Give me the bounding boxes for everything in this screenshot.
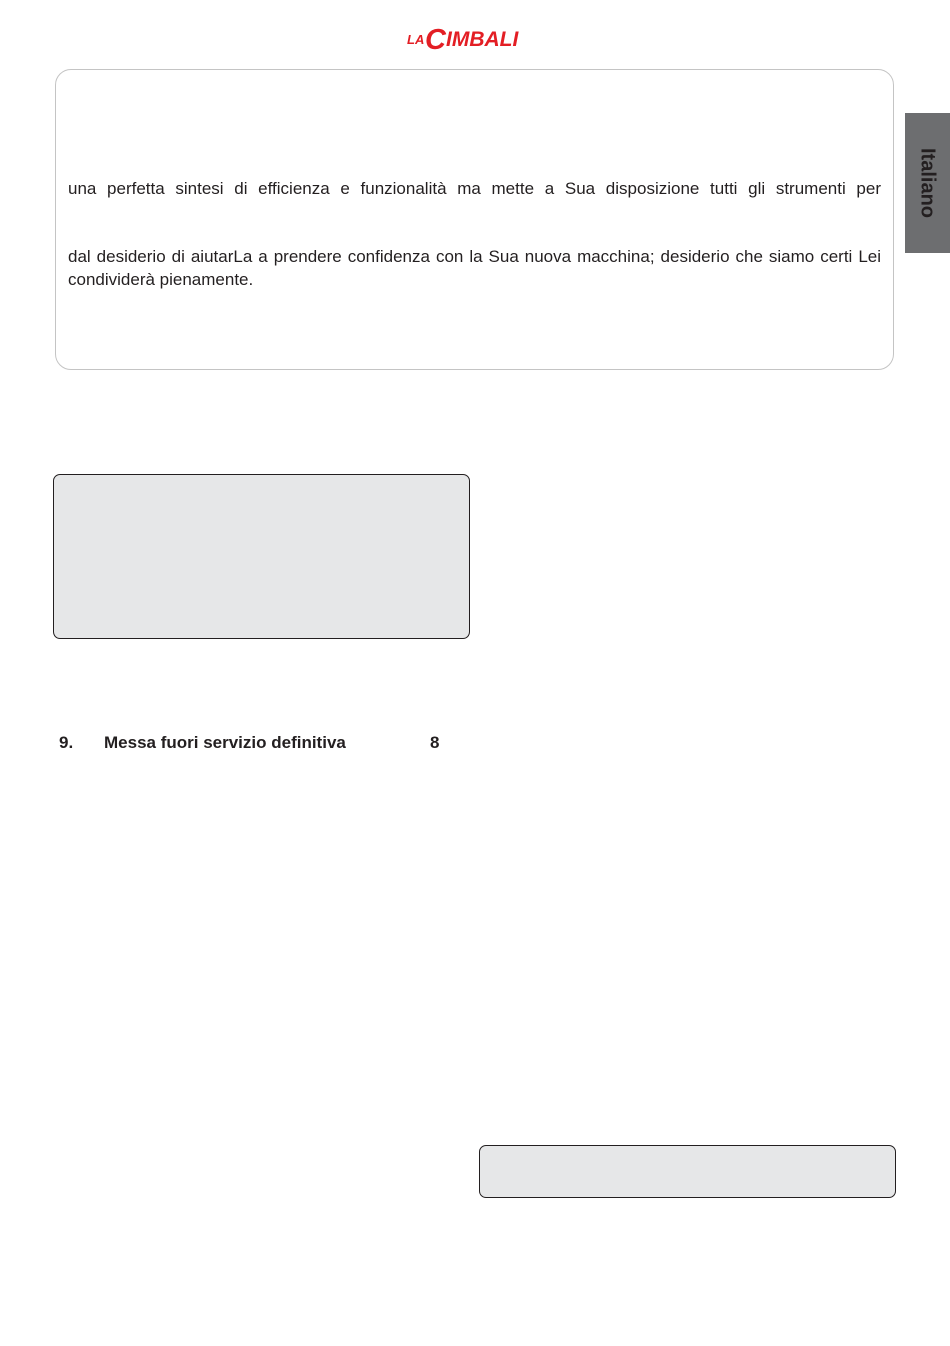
language-tab-label: Italiano <box>916 147 939 219</box>
toc-entry-number: 9. <box>59 733 74 752</box>
svg-text:IMBALI: IMBALI <box>446 28 519 51</box>
intro-paragraph-2: dal desiderio di aiutarLa a prendere confidenza con la Sua nuova macchina; desiderio che siamo certi Lei condividerà pienamente. <box>68 247 881 289</box>
toc-entry[interactable] <box>59 733 459 755</box>
lacimbali-logo <box>405 22 545 56</box>
note-box-top <box>53 474 470 639</box>
intro-paragraph-1: una perfetta sintesi di efficienza e funzionalità ma mette a Sua disposizione tutti gli strumenti per <box>68 179 881 198</box>
svg-text:C: C <box>425 24 446 56</box>
lacimbali-logo-mark <box>405 22 545 56</box>
note-box-bottom <box>479 1145 896 1198</box>
toc-entry-title: Messa fuori servizio definitiva <box>104 733 346 752</box>
toc-entry-page: 8 <box>430 733 440 752</box>
intro-box <box>55 69 894 370</box>
svg-text:LA: LA <box>407 32 425 47</box>
language-tab[interactable] <box>905 113 950 253</box>
